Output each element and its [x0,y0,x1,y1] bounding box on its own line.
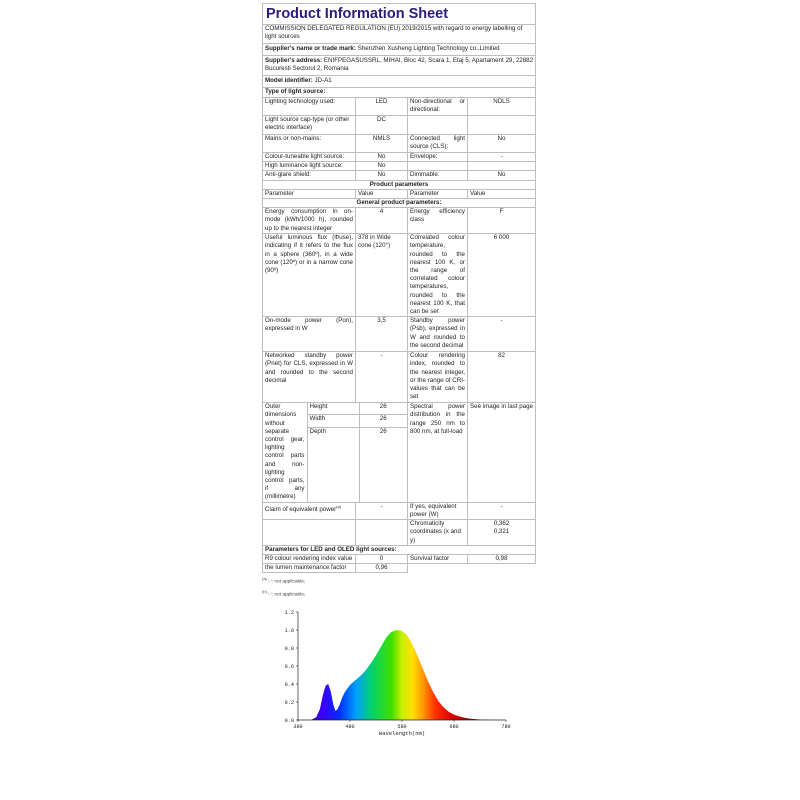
y-tick-label: 1.2 [284,609,294,616]
y-tick-label: 0.8 [284,645,294,652]
supplier-address-row [263,56,536,76]
type-cell: High luminance light source: [263,162,356,171]
type-header: Type of light source: [263,88,536,98]
param-label: On-mode power (Pon), expressed in W [263,317,356,352]
param-label: Energy consumption in on-mode (kWh/1000 h), rounded up to the nearest integer [263,208,356,234]
type-cell: Dimmable: [408,171,468,180]
model-value: JD-A1 [314,77,332,84]
claim-label-text: Claim of equivalent power [265,505,337,513]
dimension-value: 26 [359,427,407,502]
type-value: No [468,171,536,180]
param-value: 82 [468,352,536,403]
type-value: DC [356,116,408,135]
y-tick-label: 0.6 [284,663,294,670]
led-param-value: 0,96 [356,564,408,573]
x-axis-label: Wavelength(nm) [378,730,426,737]
param-value: - [468,317,536,352]
param-value: F [468,208,536,234]
footnote [262,574,535,587]
type-cell: Lighting technology used: [263,98,356,116]
supplier-address-label: Supplier's address: [265,57,323,64]
type-value [468,162,536,171]
supplier-name-label: Supplier's name or trade mark: [265,45,356,52]
claim-equivalent-power-value: - [356,502,408,519]
col-header-value: Value [356,189,408,198]
page-title: Product Information Sheet [263,4,536,25]
x-tick-label: 380 [293,724,303,730]
chart-plot-area [285,610,511,730]
col-header-parameter: Parameter [408,189,468,198]
param-label: Useful luminous flux (Φuse), indicating if it refers to the flux in a sphere (360º), in a wide cone (120º) or in a narrow cone (90º) [263,234,356,317]
empty-cell [263,520,356,546]
type-cell: Anti-glare shield: [263,171,356,180]
type-value: No [356,171,408,180]
type-value: No [356,162,408,171]
outer-dimensions-label: Outer dimensions without separate control gear, lighting control parts and non-lighting control parts, if any (millimetre) [263,403,307,501]
supplier-name-value: Shenzhen Xusheng Lighting Technology co.,Limited [357,45,500,52]
footnote [262,587,535,600]
type-value [468,116,536,135]
footnote-text: '-': not applicable; [268,579,306,585]
led-params-header: Parameters for LED and OLED light sources: [263,545,536,554]
regulation-text: COMMISSION DELEGATED REGULATION (EU) 2019/2015 with regard to energy labelling of light sources [263,25,536,44]
param-label: Correlated colour temperature, rounded to the nearest 100 K, or the range of correlated colour temperatures, rounded to the nearest 100 K, that can be set [408,234,468,317]
type-cell [408,162,468,171]
type-cell: Colour-tuneable light source: [263,153,356,162]
model-label: Model identifier: [265,77,313,84]
y-tick-label: 0.0 [284,717,294,724]
dimension-value: 26 [359,403,407,415]
param-label: Standby power (Psb), expressed in W and rounded to the second decimal [408,317,468,352]
param-value: 4 [356,208,408,234]
type-cell: Mains or non-mains: [263,135,356,153]
param-label: Networked standby power (Pnet) for CLS, expressed in W and rounded to the second decimal [263,352,356,403]
type-value: NMLS [356,135,408,153]
chromaticity-value [468,520,536,546]
type-cell: Non-directional or directional: [408,98,468,116]
empty-cell [468,564,536,573]
chromaticity-x: 0,362 [493,520,510,528]
x-tick-label: 680 [449,724,459,730]
type-value: No [468,135,536,153]
led-param-label: Survival factor [408,554,468,563]
type-cell: Connected light source (CLS): [408,135,468,153]
supplier-address-value: ENIFPEGASUSSRL, MIHAI, Bloc 42, Scara 1, Etaj 5, Apartament 29, 22882 Bucuresti Sectorul 2, Romania [265,57,534,73]
x-tick-label: 480 [345,724,355,730]
led-param-value: 0 [356,554,408,563]
param-label: Colour rendering index, rounded to the nearest integer, or the range of CRI-values that can be set [408,352,468,403]
spectral-distribution-chart [262,602,522,742]
product-information-sheet [262,3,535,600]
outer-dimensions-cell [263,403,408,502]
outer-dimensions-table [263,403,407,501]
type-value: NDLS [468,98,536,116]
type-value: - [468,153,536,162]
spd-label: Spectral power distribution in the range 250 nm to 800 nm, at full-load [408,403,468,502]
dimension-name: Depth [307,427,359,502]
dimension-name: Height [307,403,359,415]
claim-footnote-mark: (a) [336,503,342,509]
type-cell [408,116,468,135]
chromaticity-y: 0,321 [493,528,510,536]
type-value: LED [356,98,408,116]
led-param-label: the lumen maintenance factor [263,564,356,573]
y-tick-label: 0.4 [284,681,294,688]
param-value: - [356,352,408,403]
param-value: 6 000 [468,234,536,317]
supplier-name-row [263,44,536,56]
led-param-label: R9 colour rendering index value [263,554,356,563]
empty-cell [408,564,468,573]
led-param-value: 0,98 [468,554,536,563]
equivalent-power-label: If yes, equivalent power (W) [408,502,468,519]
spd-value: See image in last page [468,403,536,502]
type-cell: Light source cap-type (or other electric interface) [263,116,356,135]
x-tick-label: 580 [397,724,407,730]
y-tick-label: 1.0 [284,627,294,634]
footnote-mark: (a) [262,576,267,582]
y-tick-label: 0.2 [284,699,294,706]
type-cell: Envelope: [408,153,468,162]
empty-cell [356,520,408,546]
spectrum-area [298,630,506,720]
claim-equivalent-power-label [263,502,356,519]
product-params-header: Product parameters [263,180,536,189]
footnote-mark: (b) [262,588,267,594]
col-header-parameter: Parameter [263,189,356,198]
equivalent-power-value: - [468,502,536,519]
col-header-value: Value [468,189,536,198]
x-tick-label: 780 [501,724,511,730]
dimension-value: 26 [359,415,407,427]
param-value: 3,5 [356,317,408,352]
param-value: 378 in Wide cone (120°) [356,234,408,317]
general-params-header: General product parameters: [263,199,536,208]
model-row [263,76,536,88]
param-label: Energy efficiency class [408,208,468,234]
footnote-text: '-': not applicable; [268,592,306,598]
info-table [262,3,536,573]
dimension-name: Width [307,415,359,427]
type-value: No [356,153,408,162]
chromaticity-label: Chromaticity coordinates (x and y) [408,520,468,546]
